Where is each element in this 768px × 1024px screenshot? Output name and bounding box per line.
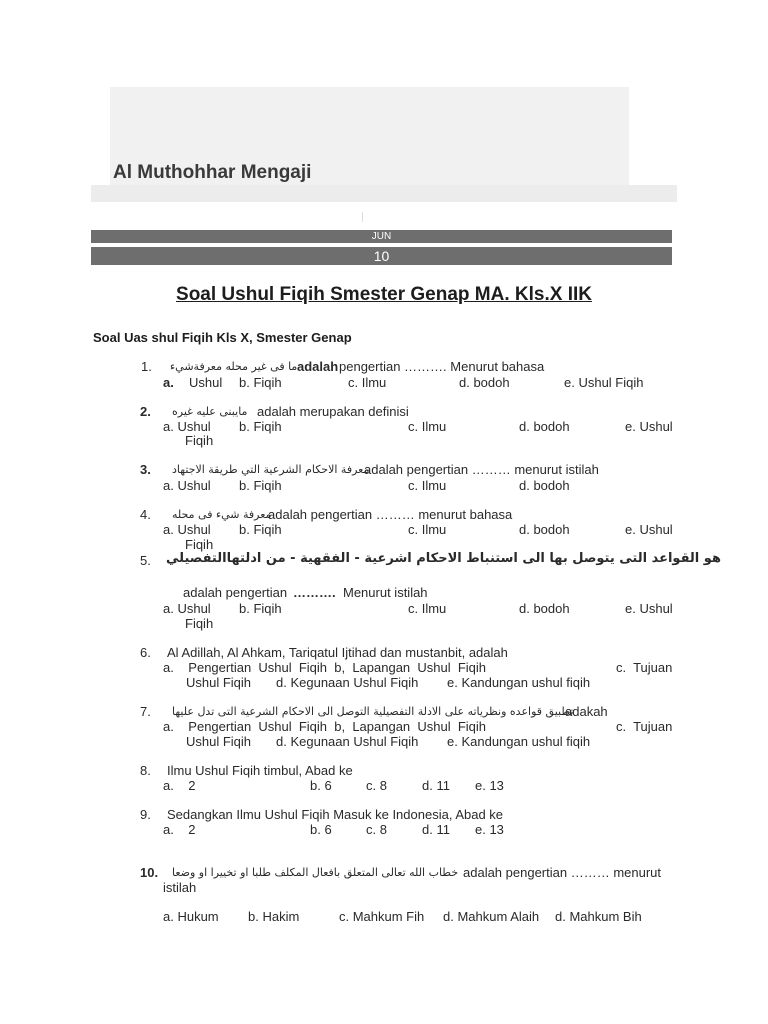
arabic-text: خطاب الله تعالى المتعلق بافعال المكلف طلبا او تخييرا او وضعا	[172, 866, 459, 879]
arabic-text: مايبنى عليه غيره	[172, 405, 248, 418]
question-number: 3.	[140, 462, 151, 477]
option-b: b. 6	[310, 822, 332, 837]
blog-title[interactable]: Al Muthohhar Mengaji	[113, 162, 312, 183]
option-b: b. Fiqih	[239, 478, 282, 493]
option-c-cont: Ushul Fiqih	[186, 734, 252, 749]
option-a: a. Hukum	[163, 909, 219, 924]
option-c: c. Ilmu	[408, 522, 447, 537]
question-number: 2.	[140, 404, 151, 419]
question-text: Al Adillah, Al Ahkam, Tariqatul Ijtihad dan mustanbit, adalah	[167, 645, 508, 660]
option-b: b. Hakim	[248, 909, 300, 924]
option-a: a. Pengertian Ushul Fiqih b, Lapangan Ushul Fiqih	[163, 719, 487, 734]
question-text: adakah	[565, 704, 608, 719]
post-title[interactable]: Soal Ushul Fiqih Smester Genap MA. Kls.X IIK	[176, 284, 592, 305]
question-text: Sedangkan Ilmu Ushul Fiqih Masuk ke Indonesia, Abad ke	[167, 807, 504, 822]
option-e: e. 13	[475, 822, 504, 837]
question-text: adalah pengertian ……… menurut bahasa	[268, 507, 513, 522]
option-d: d. bodoh	[519, 601, 570, 616]
question-text: Ilmu Ushul Fiqih timbul, Abad ke	[167, 763, 353, 778]
option-d: d. bodoh	[519, 478, 570, 493]
option-b: b. Fiqih	[239, 601, 282, 616]
divider	[362, 212, 363, 222]
option-e: d. Mahkum Bih	[555, 909, 642, 924]
option-c: c. Tujuan	[616, 660, 673, 675]
date-day: 10	[91, 247, 672, 265]
option-c: c. Ilmu	[348, 375, 387, 390]
question-number: 9.	[140, 807, 151, 822]
option-e: e. Ushul Fiqih	[564, 375, 644, 390]
option-d: d. Kegunaan Ushul Fiqih	[276, 734, 419, 749]
question-number: 5.	[140, 553, 151, 568]
question-text: Menurut istilah	[343, 585, 428, 600]
option-d: d. bodoh	[519, 522, 570, 537]
date-month: JUN	[91, 230, 672, 243]
option-c-cont: Ushul Fiqih	[186, 675, 252, 690]
option-c: c. Tujuan	[616, 719, 673, 734]
option-a: a. Pengertian Ushul Fiqih b, Lapangan Ushul Fiqih	[163, 660, 487, 675]
option-a: a. Ushul	[163, 419, 211, 434]
option-b: b. 6	[310, 778, 332, 793]
question-text: adalah pengertian ……… menurut	[463, 865, 662, 880]
option-letter: a.	[163, 375, 174, 390]
option-b: b. Fiqih	[239, 522, 282, 537]
arabic-text: هو القواعد التى يتوصل بها الى استنباط الاحكام اشرعية - الفقهية - من ادلتهاالتفصيلي	[166, 551, 721, 566]
option-a: a. Ushul	[163, 478, 211, 493]
question-number: 8.	[140, 763, 151, 778]
question-text: adalah pengertian ……… menurut istilah	[364, 462, 599, 477]
option-e-cont: Fiqih	[185, 433, 214, 448]
option-c: c. 8	[366, 778, 387, 793]
option-d: d. 11	[422, 822, 450, 837]
arabic-text: معرفة الاحكام الشرعية التي طريقة الاجتهاد	[172, 463, 370, 476]
header-divider	[91, 185, 677, 202]
option-d: d. bodoh	[519, 419, 570, 434]
option-c: c. Ilmu	[408, 478, 447, 493]
question-text: pengertian ………. Menurut bahasa	[339, 359, 545, 374]
option-a: a. Ushul	[163, 601, 211, 616]
option-d: d. Kegunaan Ushul Fiqih	[276, 675, 419, 690]
question-number: 7.	[140, 704, 151, 719]
arabic-text: تطبيق قواعده ونظرياته على الادلة التفصيلية التوصل الى الاحكام الشرعية التى تدل عليها	[172, 705, 574, 718]
option-c: c. Ilmu	[408, 601, 447, 616]
option-c: c. Ilmu	[408, 419, 447, 434]
option-e: e. Ushul	[625, 522, 673, 537]
option-b: b. Fiqih	[239, 419, 282, 434]
question-text-cont: istilah	[163, 880, 197, 895]
option-e: e. Ushul	[625, 419, 673, 434]
option-a: Ushul	[189, 375, 223, 390]
option-c: c. 8	[366, 822, 387, 837]
option-c: c. Mahkum Fih	[339, 909, 425, 924]
option-a: a. 2	[163, 778, 196, 793]
question-number: 6.	[140, 645, 151, 660]
option-e: e. Kandungan ushul fiqih	[447, 675, 591, 690]
question-number: 4.	[140, 507, 151, 522]
question-number: 10.	[140, 865, 159, 880]
option-e-cont: Fiqih	[185, 537, 214, 552]
question-text: adalah pengertian	[183, 585, 288, 600]
post-subtitle: Soal Uas shul Fiqih Kls X, Smester Genap	[93, 330, 352, 345]
option-e-cont: Fiqih	[185, 616, 214, 631]
arabic-text: ما فى غير محله معرفةشيء	[170, 360, 298, 373]
option-a: a. 2	[163, 822, 196, 837]
question-text: adalah	[297, 359, 339, 374]
question-dots: ……….	[293, 585, 336, 600]
option-e: e. Kandungan ushul fiqih	[447, 734, 591, 749]
option-b: b. Fiqih	[239, 375, 282, 390]
option-e: e. 13	[475, 778, 504, 793]
question-number: 1.	[141, 359, 152, 374]
question-text: adalah merupakan definisi	[257, 404, 409, 419]
option-e: e. Ushul	[625, 601, 673, 616]
option-d: d. bodoh	[459, 375, 510, 390]
arabic-text: معرفة شيء فى محله	[172, 508, 272, 521]
option-d: d. 11	[422, 778, 450, 793]
option-d: d. Mahkum Alaih	[443, 909, 540, 924]
option-a: a. Ushul	[163, 522, 211, 537]
